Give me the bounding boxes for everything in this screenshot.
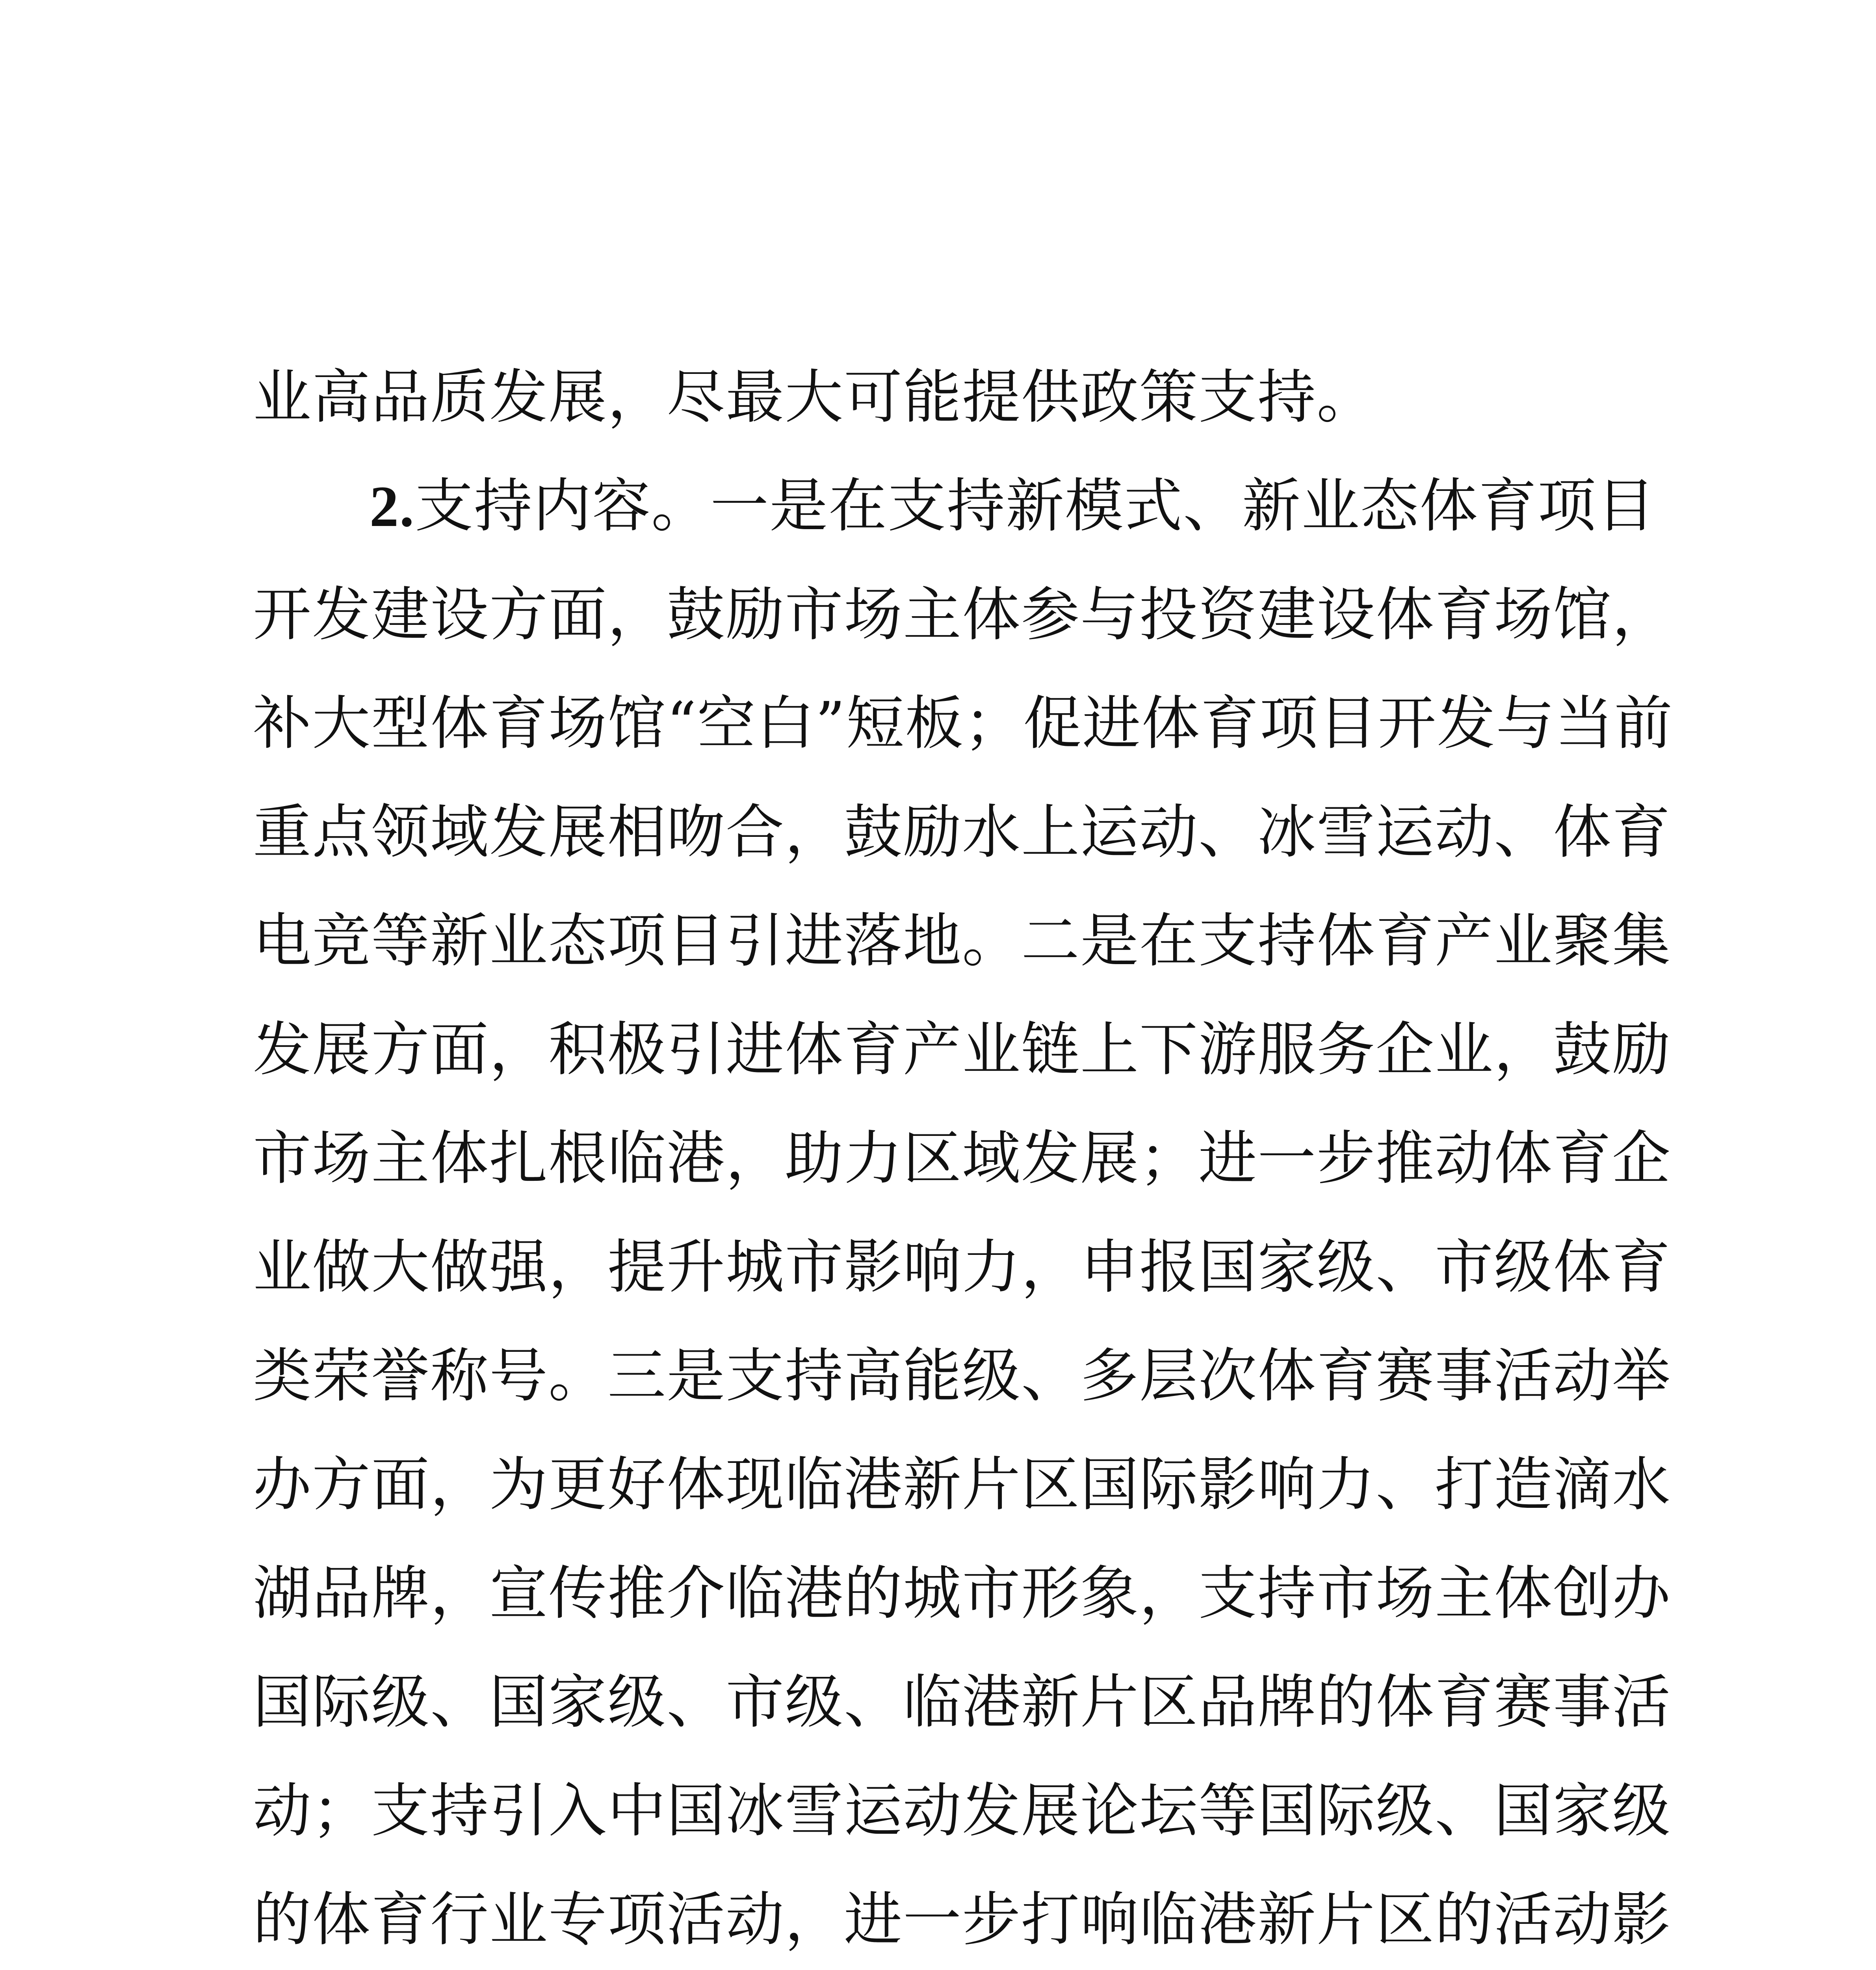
text-line: 补大型体育场馆“空白”短板；促进体育项目开发与当前 <box>253 690 1674 757</box>
section-heading-line <box>253 452 1656 560</box>
section-number: 2. <box>370 474 415 539</box>
text-line: 国际级、国家级、市级、临港新片区品牌的体育赛事活 <box>253 1668 1671 1736</box>
text-line: 发展方面，积极引进体育产业链上下游服务企业，鼓励 <box>253 1016 1671 1084</box>
text-line: 开发建设方面，鼓励市场主体参与投资建设体育场馆， <box>253 581 1671 649</box>
text-line: 电竞等新业态项目引进落地。二是在支持体育产业聚集 <box>253 907 1671 975</box>
document-body <box>253 343 1674 1970</box>
text-line: 支持内容。一是在支持新模式、新业态体育项目 <box>415 472 1656 540</box>
text-line: 的体育行业专项活动，进一步打响临港新片区的活动影 <box>253 1886 1671 1953</box>
text-line: 动；支持引入中国冰雪运动发展论坛等国际级、国家级 <box>253 1777 1671 1845</box>
text-line: 业高品质发展，尽最大可能提供政策支持。 <box>253 363 1376 431</box>
text-line: 重点领域发展相吻合，鼓励水上运动、冰雪运动、体育 <box>253 798 1671 866</box>
text-line: 市场主体扎根临港，助力区域发展；进一步推动体育企 <box>253 1124 1671 1192</box>
text-line: 办方面，为更好体现临港新片区国际影响力、打造滴水 <box>253 1451 1671 1518</box>
text-line: 湖品牌，宣传推介临港的城市形象，支持市场主体创办 <box>253 1559 1671 1627</box>
text-line: 业做大做强，提升城市影响力，申报国家级、市级体育 <box>253 1233 1671 1301</box>
text-line: 类荣誉称号。三是支持高能级、多层次体育赛事活动举 <box>253 1342 1671 1410</box>
